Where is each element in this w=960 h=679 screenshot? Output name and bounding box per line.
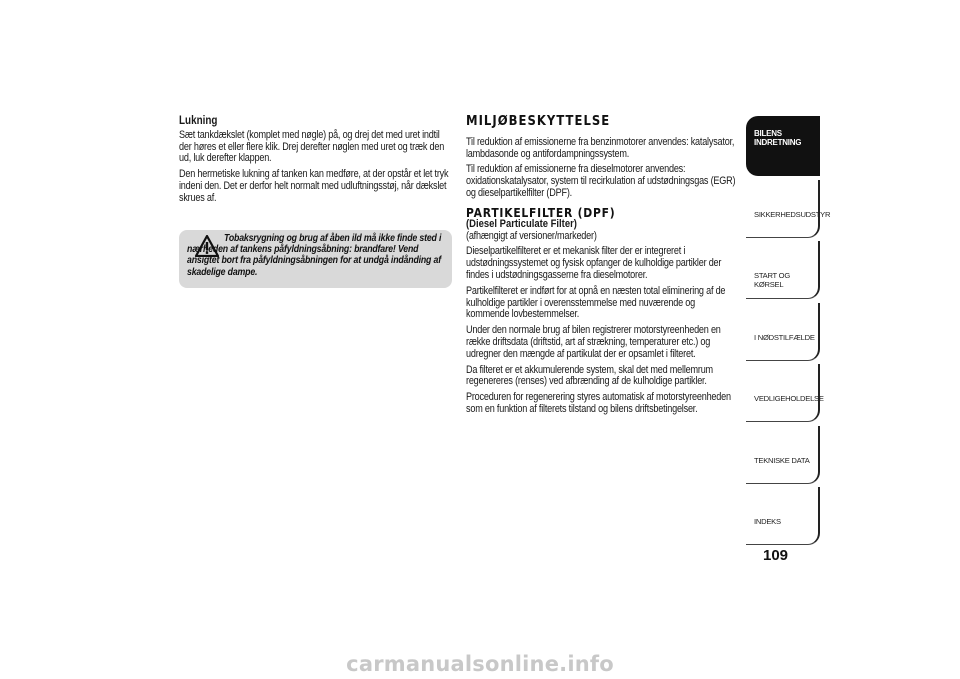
paragraph: Partikelfilteret er indført for at opnå en næsten total eliminering af de kulholdige partikler i overensstemmelse med nuværende og kommende lovbestemmelser. xyxy=(466,284,726,321)
tab-label: I NØDSTILFÆLDE xyxy=(754,332,815,342)
tab-i-nodstilfaelde[interactable] xyxy=(746,303,820,361)
tab-label: BILENS INDRETNING xyxy=(754,129,802,147)
section-title: MILJØBESKYTTELSE xyxy=(466,113,611,129)
tab-label: TEKNISKE DATA xyxy=(754,455,810,465)
availability-note: (afhængigt af versioner/markeder) xyxy=(466,229,597,242)
paragraph: Til reduktion af emissionerne fra benzinmotorer anvendes: katalysator, lambdasonde og antifordampningssystem. xyxy=(466,135,735,160)
subsection-title: PARTIKELFILTER (DPF) xyxy=(466,204,616,220)
section-heading-lukning: Lukning xyxy=(179,115,218,127)
warning-text: Tobaksrygning og brug af åben ild må ikke finde sted i nærheden af tankens påfyldningsåbning: brandfare! Vend ansigtet bort fra påfyldningsåbningen for at undgå indånding af skadelige dampe. xyxy=(187,233,442,278)
paragraph: Da filteret er et akkumulerende system, skal det med mellemrum regenereres (renses) ved afbrænding af de kulholdige partikler. xyxy=(466,363,713,388)
paragraph: Dieselpartikelfilteret er et mekanisk filter der er integreret i udstødningssystemet og fysisk opfanger de kulholdige partikler der findes i udstødningsgasserne fra dieselmotorer. xyxy=(466,245,722,281)
paragraph: Til reduktion af emissionerne fra dieselmotorer anvendes: oxidationskatalysator, system til recirkulation af udstødningsgas (EGR) og dieselpartikelfilter (DPF). xyxy=(466,163,736,199)
right-column xyxy=(466,113,736,420)
chapter-tabs xyxy=(746,116,831,549)
left-column xyxy=(179,116,454,209)
tab-bilens-indretning[interactable] xyxy=(746,116,820,176)
subsection-subtitle: (Diesel Particulate Filter) xyxy=(466,217,577,230)
watermark: carmanualsonline.info xyxy=(346,652,614,676)
tab-start-og-korsel[interactable] xyxy=(746,241,820,299)
paragraph: Proceduren for regenerering styres automatisk af motorstyreenheden som en funktion af filterets tilstand og bilens driftsbetingelser. xyxy=(466,391,731,415)
paragraph: Under den normale brug af bilen registrerer motorstyreenheden en række driftsdata (driftstid, art af strækning, temperaturer etc.) og udregner den mængde af partikulat der er opsamlet i filteret. xyxy=(466,324,721,360)
tab-sikkerhedsudstyr[interactable] xyxy=(746,180,831,238)
paragraph: Den hermetiske lukning af tanken kan medføre, at der opstår et let tryk indeni den. Det er derfor helt normalt med udluftningsstøj, når dækslet skrues af. xyxy=(179,168,449,204)
tab-label: SIKKERHEDSUDSTYR xyxy=(754,209,831,219)
paragraph: Sæt tankdækslet (komplet med nøgle) på, og drej det med uret indtil der høres et eller flere klik. Drej derefter nøglen med uret og træk den ud, luk derefter klappen. xyxy=(179,128,445,165)
tab-label: START OG KØRSEL xyxy=(754,271,790,289)
page-number: 109 xyxy=(763,547,789,564)
tab-label: INDEKS xyxy=(754,517,781,526)
tab-tekniske-data[interactable] xyxy=(746,426,820,484)
tab-indeks[interactable] xyxy=(746,487,820,545)
warning-box xyxy=(179,230,452,288)
tab-vedligeholdelse[interactable] xyxy=(746,364,824,422)
tab-label: VEDLIGEHOLDELSE xyxy=(754,394,824,403)
